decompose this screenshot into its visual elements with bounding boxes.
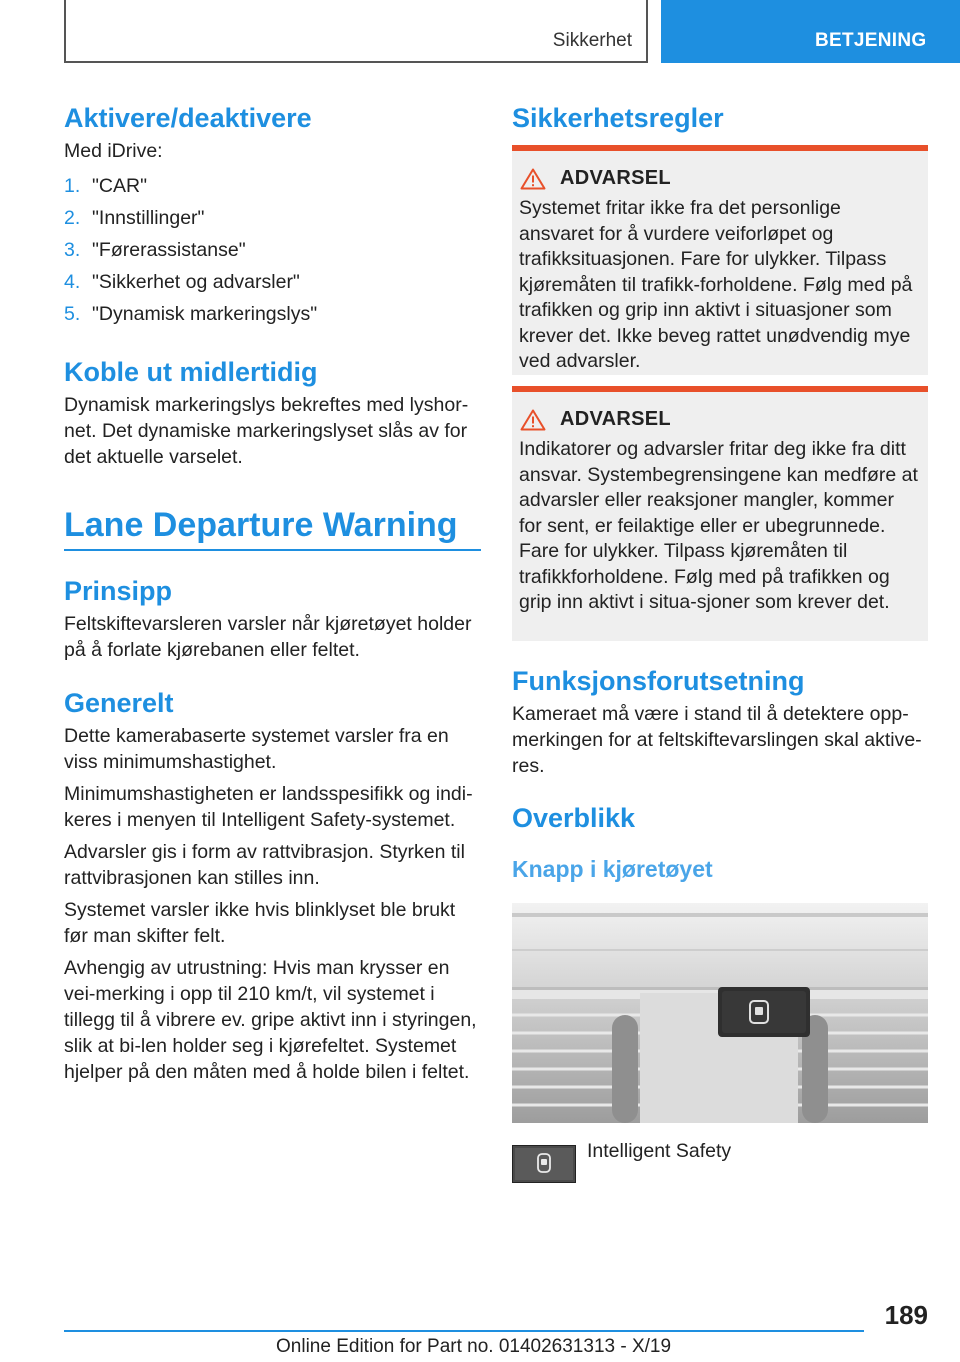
warning-head	[520, 408, 928, 431]
warning-box	[512, 386, 928, 641]
step-item: 3. "Førerassistanse"	[64, 239, 246, 262]
header-section-label: Sikkerhet	[552, 30, 632, 51]
general-section	[64, 687, 482, 1085]
requirement-section	[512, 665, 930, 779]
principle-text: Feltskiftevarsleren varsler når kjøretøyet holder på å forlate kjørebanen eller feltet.	[64, 613, 472, 662]
step-item: 2. "Innstillinger"	[64, 207, 205, 230]
chapter-rule	[64, 549, 481, 551]
general-title: Generelt	[64, 688, 174, 718]
dashboard-button-photo	[512, 903, 928, 1123]
principle-section	[64, 575, 482, 663]
page-number: 189	[884, 1300, 928, 1330]
activate-title: Aktivere/deaktivere	[64, 103, 312, 133]
activate-section	[64, 102, 482, 330]
activate-intro: Med iDrive:	[64, 140, 163, 163]
step-item: 4. "Sikkerhet og advarsler"	[64, 271, 300, 294]
warning-label: ADVARSEL	[560, 167, 671, 189]
warning-head	[520, 167, 928, 190]
warning-text: Systemet fritar ikke fra det personlige ansvaret for å vurdere veiforløpet og trafikksituasjonen. Fare for ulykker. Tilpass kjøremåten til trafikk-forholdene. Følg med på trafikken og grip inn aktivt i situasjoner som krever det. Ikke beveg rattet unødvendig mye ved advarsler.	[519, 197, 913, 372]
safety-rules-section	[512, 102, 930, 134]
overview-section	[512, 802, 930, 884]
warning-triangle-icon	[520, 409, 546, 431]
intelligent-safety-button-icon	[512, 1145, 576, 1183]
warning-box	[512, 145, 928, 375]
disable-title: Koble ut midlertidig	[64, 357, 318, 387]
chapter-title: Lane Departure Warning	[64, 506, 458, 544]
step-item: 1. "CAR"	[64, 175, 148, 198]
chapter-heading	[64, 505, 482, 546]
activate-steps	[64, 170, 482, 330]
header-chapter-label: BETJENING	[815, 30, 927, 51]
requirement-title: Funksjonsforutsetning	[512, 666, 805, 696]
safety-rules-title: Sikkerhetsregler	[512, 103, 724, 133]
header-section-box	[64, 0, 648, 63]
general-paragraph: Minimumshastigheten er landsspesifikk og indi-keres i menyen til Intelligent Safety-systemet.	[64, 783, 473, 832]
overview-title: Overblikk	[512, 803, 636, 833]
disable-text: Dynamisk markeringslys bekreftes med lyshor-net. Det dynamiske markeringslyset slås av for det aktuelle varselet.	[64, 394, 469, 469]
warning-triangle-icon	[520, 168, 546, 190]
step-item: 5. "Dynamisk markeringslys"	[64, 303, 318, 326]
general-paragraph: Dette kamerabaserte systemet varsler fra en viss minimumshastighet.	[64, 725, 449, 774]
button-caption: Intelligent Safety	[587, 1140, 732, 1162]
general-paragraph: Avhengig av utrustning: Hvis man krysser en vei-merking i opp til 210 km/t, vil systemet i tillegg til å vibrere ev. gripe aktivt inn i styringen, slik at bi-len holder seg i kjørefeltet. Systemet hjelper på den måten med å holde bilen i feltet.	[64, 957, 477, 1084]
footer-edition: Online Edition for Part no. 01402631313 - X/19	[276, 1336, 672, 1357]
footer-rule	[64, 1330, 864, 1332]
warning-label: ADVARSEL	[560, 408, 671, 430]
requirement-text: Kameraet må være i stand til å detektere opp-merkingen for at feltskiftevarslingen skal aktive-res.	[512, 703, 922, 778]
overview-subtitle: Knapp i kjøretøyet	[512, 856, 713, 883]
disable-section	[64, 356, 482, 470]
warning-text: Indikatorer og advarsler fritar deg ikke fra ditt ansvar. Systembegrensingene kan medføre at advarsler eller reaksjoner mangler, kommer for sent, er feilaktige eller er ubegrunnede. Fare for ulykker. Tilpass kjøremåten til trafikkforholdene. Følg med på trafikken og grip inn aktivt i situa-sjoner som krever det.	[519, 438, 918, 613]
general-paragraph: Advarsler gis i form av rattvibrasjon. Styrken til rattvibrasjonen kan stilles inn.	[64, 841, 465, 890]
general-paragraph: Systemet varsler ikke hvis blinklyset ble brukt før man skifter felt.	[64, 899, 456, 948]
principle-title: Prinsipp	[64, 576, 173, 606]
header-chapter-tab	[661, 0, 960, 63]
